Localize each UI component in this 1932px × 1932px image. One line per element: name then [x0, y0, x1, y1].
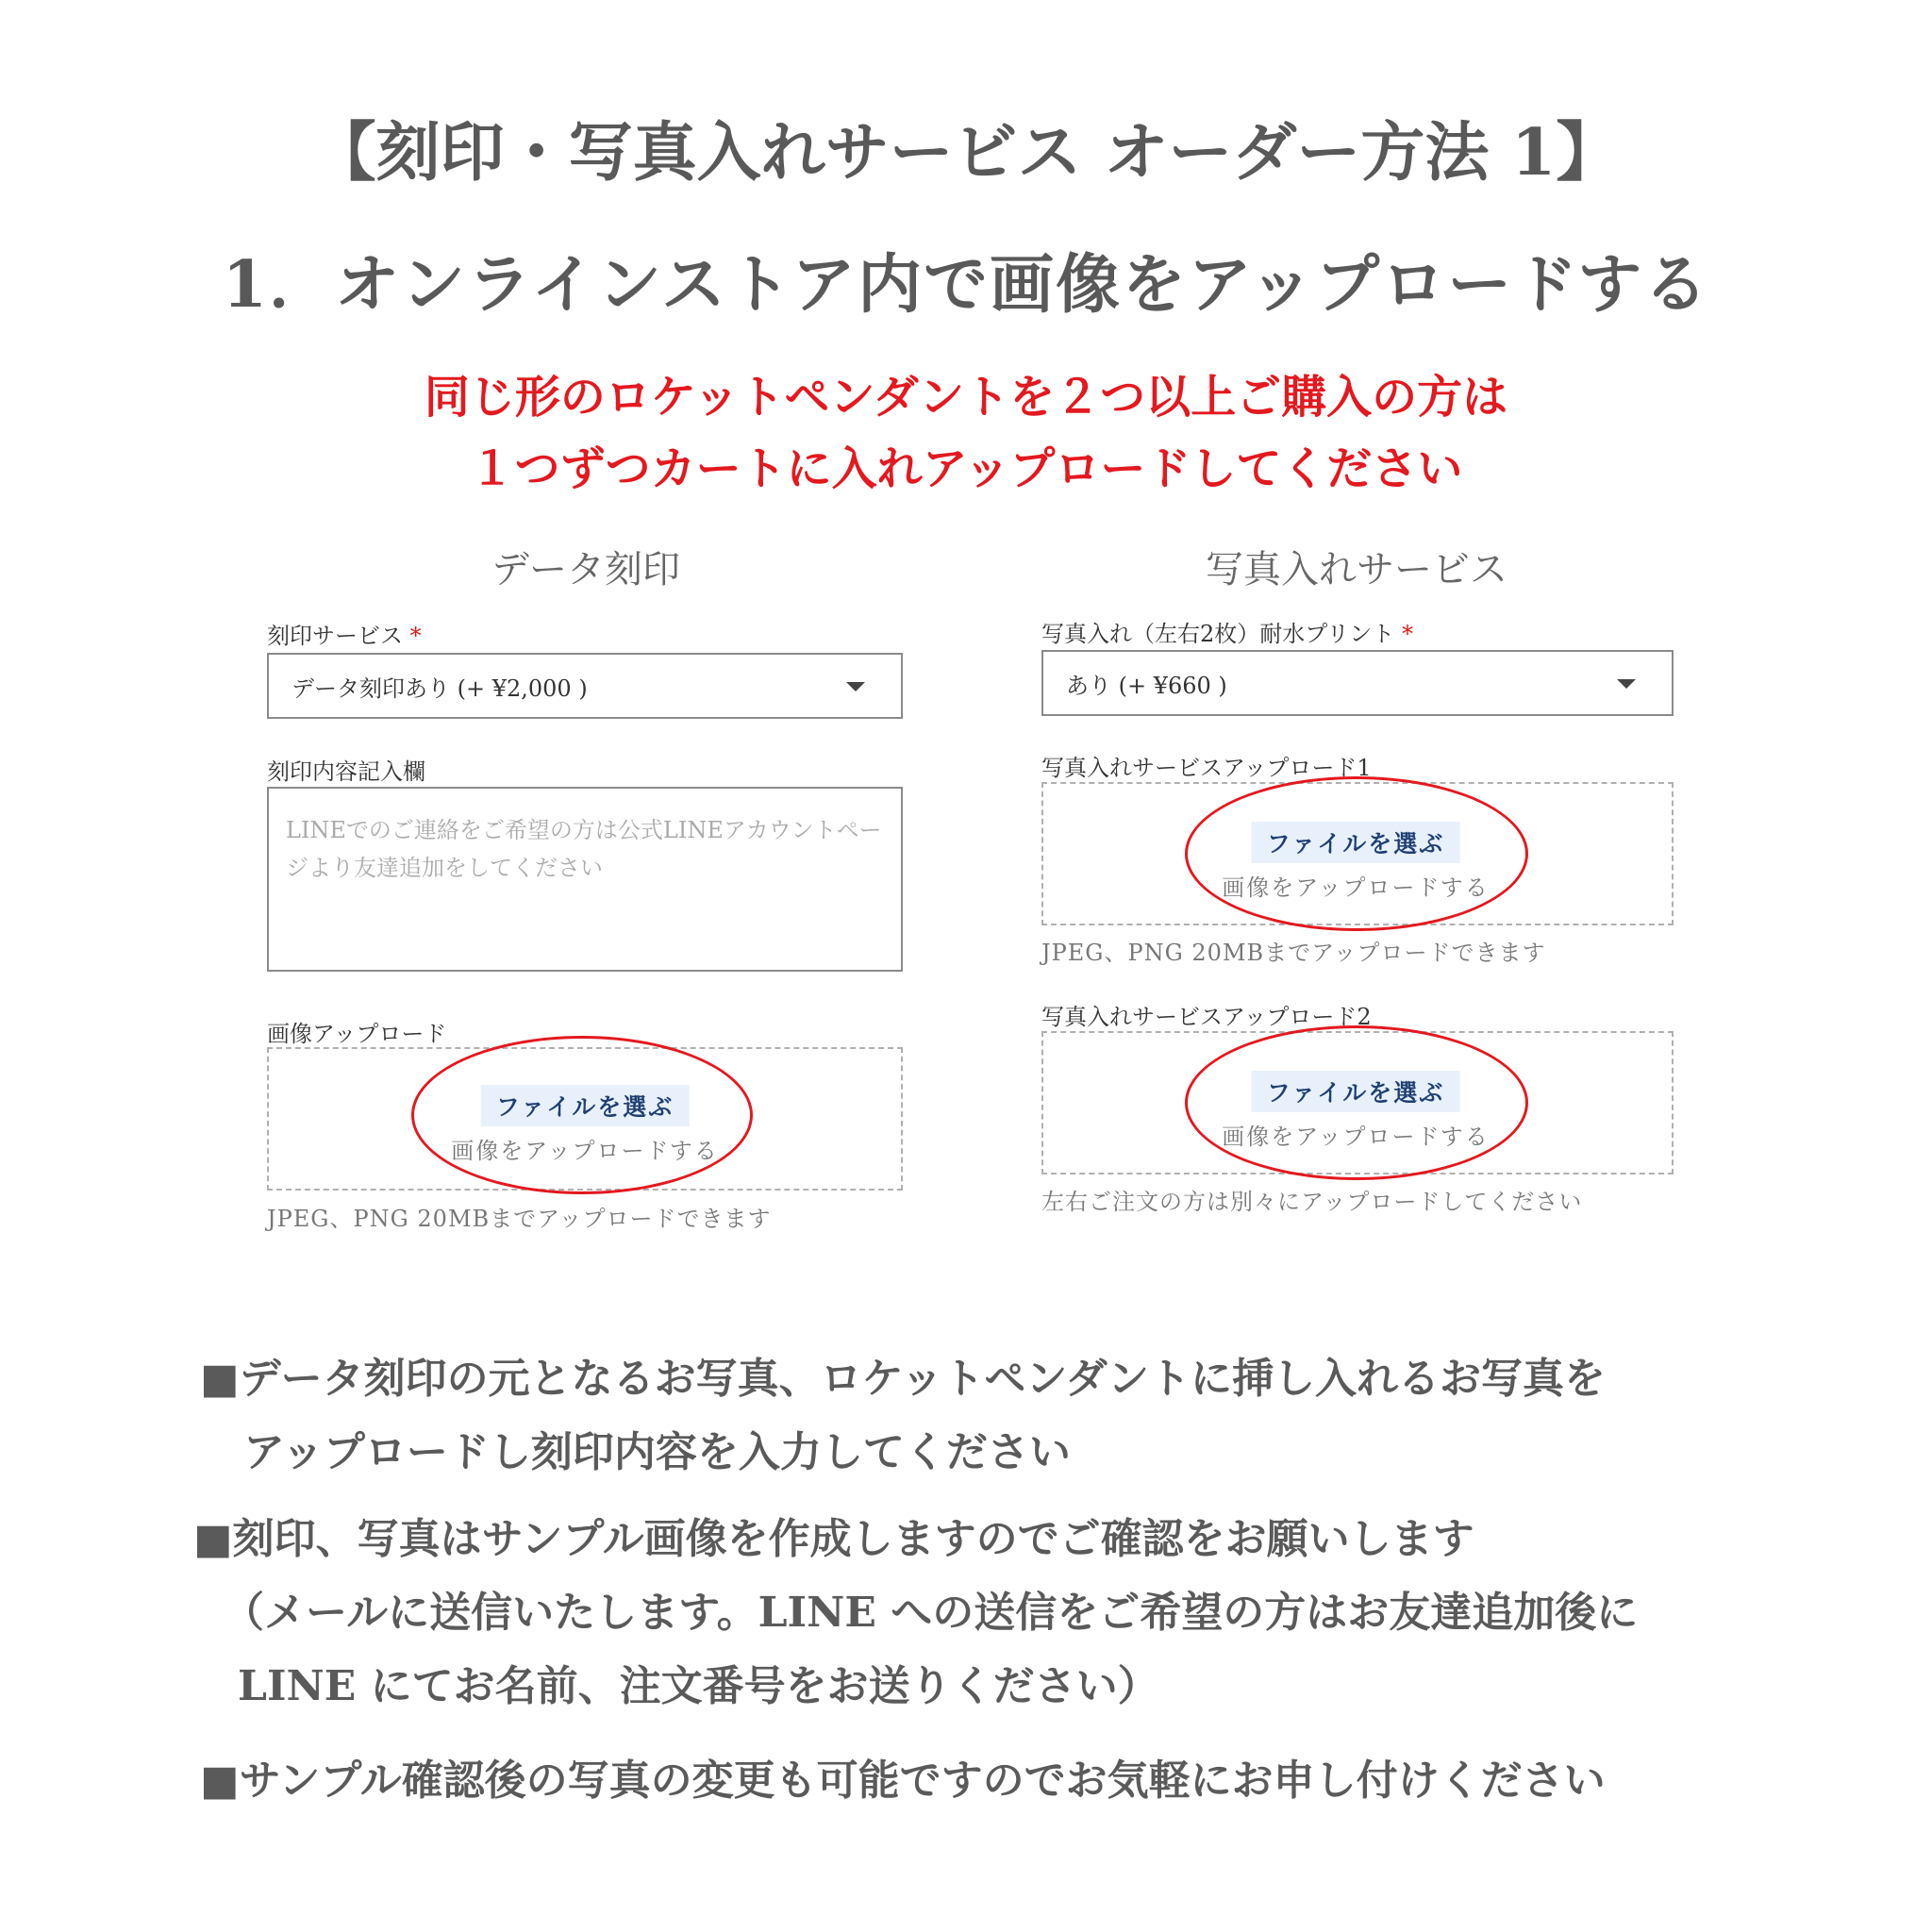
instruction-1-line-1: ■データ刻印の元となるお写真、ロケットペンダントに挿し入れるお写真を [200, 1355, 1607, 1403]
engraving-content-label: 刻印内容記入欄 [267, 758, 425, 785]
choose-file-button-2[interactable]: ファイルを選ぶ [1252, 1071, 1460, 1112]
engraving-service-select[interactable] [267, 653, 903, 719]
upload-image-text-1: 画像をアップロードする [1222, 874, 1490, 901]
engraving-service-label [267, 617, 422, 650]
photo-upload-2-label: 写真入れサービスアップロード2 [1041, 1004, 1372, 1030]
notice-line-1: 同じ形のロケットペンダントを２つ以上ご購入の方は [424, 371, 1508, 424]
choose-file-button[interactable]: ファイルを選ぶ [481, 1085, 690, 1126]
instruction-2-line-1: ■刻印、写真はサンプル画像を作成しますのでご確認をお願いします [193, 1515, 1474, 1563]
photo-service-heading: 写真入れサービス [1206, 548, 1507, 591]
chevron-down-icon [1617, 679, 1636, 689]
instruction-2-line-2: （メールに送信いたします。LINE への送信をご希望の方はお友達追加後に [223, 1589, 1639, 1637]
photo-print-select[interactable] [1041, 650, 1674, 716]
engraving-content-placeholder: LINEでのご連絡をご希望の方は公式LINEアカウントページより友達追加をしてください [286, 817, 882, 881]
upload-2-note: 左右ご注文の方は別々にアップロードしてください [1041, 1189, 1583, 1215]
photo-print-label-text: 写真入れ（左右2枚）耐水プリント [1041, 621, 1395, 647]
photo-print-label [1041, 615, 1413, 648]
instruction-3-line-1: ■サンプル確認後の写真の変更も可能ですのでお気軽にお申し付けください [200, 1757, 1606, 1805]
step-title: 1．オンラインストア内で画像をアップロードする [222, 247, 1710, 323]
upload-image-text-2: 画像をアップロードする [1222, 1124, 1490, 1150]
upload-image-text: 画像をアップロードする [451, 1138, 719, 1164]
choose-file-button-1[interactable]: ファイルを選ぶ [1252, 822, 1460, 863]
engraving-service-label-text: 刻印サービス [267, 623, 403, 649]
chevron-down-icon [846, 682, 865, 691]
engraving-content-textarea[interactable] [267, 787, 903, 972]
required-mark: * [1401, 621, 1413, 647]
image-upload-label: 画像アップロード [267, 1021, 447, 1047]
engraving-heading: データ刻印 [491, 548, 680, 591]
page-title: 【刻印・写真入れサービス オーダー方法 1】 [311, 115, 1621, 191]
upload-1-note: JPEG、PNG 20MBまでアップロードできます [1041, 940, 1546, 966]
photo-upload-1-label: 写真入れサービスアップロード1 [1041, 755, 1372, 781]
notice-line-2: １つずつカートに入れアップロードしてください [469, 442, 1463, 495]
upload-note: JPEG、PNG 20MBまでアップロードできます [267, 1206, 772, 1232]
required-mark: * [409, 623, 422, 649]
engraving-service-select-value: データ刻印あり (+ ¥2,000 ) [291, 675, 588, 702]
instruction-2-line-3: LINE にてお名前、注文番号をお送りください） [238, 1662, 1159, 1710]
instruction-1-line-2: アップロードし刻印内容を入力してください [243, 1428, 1071, 1476]
photo-print-select-value: あり (+ ¥660 ) [1066, 672, 1227, 699]
